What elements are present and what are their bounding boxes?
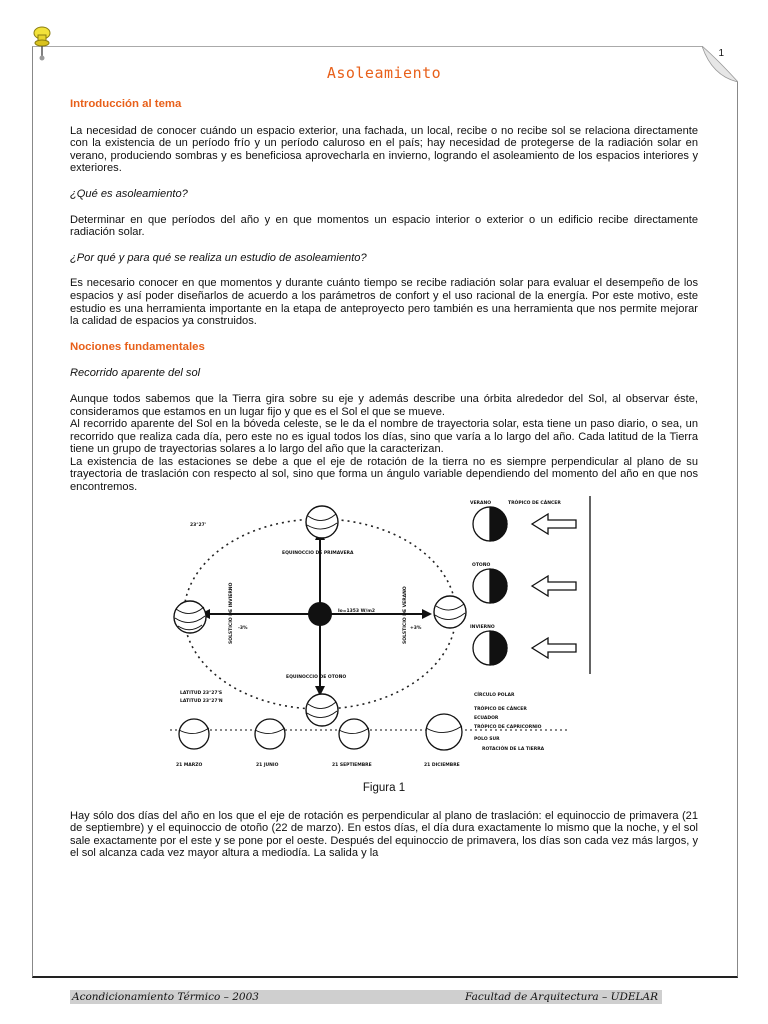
arrow-left-icon	[532, 576, 576, 596]
rotation-label: ROTACIÓN DE LA TIERRA	[482, 746, 545, 752]
globe-septiembre	[339, 719, 369, 749]
verano-label: VERANO	[470, 500, 492, 506]
earth-globe-right	[434, 596, 466, 628]
figure-1	[70, 494, 698, 794]
date-junio-label: 21 JUNIO	[256, 762, 279, 768]
footer-left: Acondicionamiento Térmico – 2003	[72, 991, 259, 1003]
answer-1: Determinar en que períodos del año y en que momentos un espacio interior o exterior o un edificio recibe directamente radiación solar.	[70, 213, 698, 239]
date-marzo-label: 21 MARZO	[176, 762, 203, 768]
nociones-paragraph-1: Aunque todos sabemos que la Tierra gira sobre su eje y además describe una órbita alrededor del Sol, al observar éste, consideramos que estamos en un lugar fijo y que es el Sol el que se mueve.	[70, 392, 698, 418]
spring-equinox-label: EQUINOCCIO DE PRIMAVERA	[282, 550, 354, 556]
pushpin-icon	[28, 24, 56, 64]
circulo-polar-label: CÍRCULO POLAR	[474, 692, 515, 698]
polo-sur-label: POLO SUR	[474, 736, 500, 742]
footer-right: Facultad de Arquitectura – UDELAR	[465, 991, 658, 1003]
globe-invierno	[473, 631, 507, 665]
percent-right-label: +3%	[410, 625, 422, 631]
nociones-paragraph-2: Al recorrido aparente del Sol en la bóveda celeste, se le da el nombre de trayectoria solar, esta tiene un paso diario, o sea, un recorrido que realiza cada día, pero este no es igual todos los días, sino que varía a lo largo del año. Cada latitud de la Tierra tiene un grupo de trayectorias solares a lo largo del año que la caracterizan.	[70, 418, 698, 456]
earth-globe-bottom	[306, 694, 338, 726]
question-1: ¿Qué es asoleamiento?	[70, 187, 188, 200]
latitude-n-label: LATITUD 23°27'N	[180, 698, 223, 704]
seasons-diagram	[70, 494, 698, 784]
date-septiembre-label: 21 SEPTIEMBRE	[332, 762, 372, 768]
answer-2: Es necesario conocer en que momentos y durante cuánto tiempo se recibe radiación solar para evaluar el desempeño de los espacios y así poder diseñarlos de acuerdo a los parámetros de confort y el uso racional de la energía. Por este motivo, este estudio es una herramienta importante en la etapa de anteproyecto pero también es una herramienta que nos permite mejorar la calidad de espacios ya construidos.	[70, 277, 698, 328]
earth-globe-top	[306, 506, 338, 538]
invierno-label: INVIERNO	[470, 624, 495, 630]
document-body	[70, 98, 698, 873]
tropico-label: TRÓPICO DE CÁNCER	[508, 500, 561, 506]
summer-solstice-label: SOLSTICIO DE VERANO	[403, 585, 408, 644]
document-title: Asoleamiento	[326, 64, 442, 82]
angle-label: 23°27'	[190, 522, 207, 528]
question-2: ¿Por qué y para qué se realiza un estudio de asoleamiento?	[70, 251, 367, 264]
tropico-cancer-label: TRÓPICO DE CÁNCER	[474, 706, 527, 712]
subheading-recorrido: Recorrido aparente del sol	[70, 367, 201, 380]
ecuador-label: ECUADOR	[474, 715, 499, 721]
globe-diciembre	[426, 714, 462, 750]
date-diciembre-label: 21 DICIEMBRE	[424, 762, 460, 768]
section-heading-nociones: Nociones fundamentales	[70, 340, 205, 353]
globe-junio	[255, 719, 285, 749]
autumn-equinox-label: EQUINOCCIO DE OTOÑO	[286, 674, 347, 680]
solar-constant-label: Io=1353 W/m2	[338, 608, 376, 614]
latitude-s-label: LATITUD 23°27'S	[180, 690, 223, 696]
page-number: 1	[718, 48, 724, 59]
arrow-left-icon	[532, 514, 576, 534]
after-figure-paragraph: Hay sólo dos días del año en los que el eje de rotación es perpendicular al plano de traslación: el equinoccio de primavera (21 de septiembre) y el equinoccio de otoño (22 de marzo). En estos días, el día dura exactamente lo mismo que la noche, y el sol sale exactamente por el este y se pone por el oeste. Después del equinoccio de primavera, los días son cada vez más largos, y el sol alcanza cada vez mayor altura a mediodía. La salida y la	[70, 809, 698, 860]
nociones-paragraph-3: La existencia de las estaciones se debe a que el eje de rotación de la tierra no es siempre perpendicular al plano de su trayectoria de traslación con respecto al sol, sino que forma un ángulo variable dependiendo del momento del año en que nos encontremos.	[70, 455, 698, 494]
otono-label: OTOÑO	[472, 562, 491, 568]
arrow-left-icon	[532, 638, 576, 658]
percent-left-label: -3%	[238, 625, 248, 631]
sun-icon	[308, 602, 332, 626]
winter-solstice-label: SOLSTICIO DE INVIERNO	[229, 582, 234, 644]
section-heading-intro: Introducción al tema	[70, 98, 182, 110]
earth-globe-left	[174, 601, 206, 633]
page-footer	[70, 990, 662, 1004]
globe-verano	[473, 507, 507, 541]
figure-caption: Figura 1	[362, 781, 406, 794]
globe-marzo	[179, 719, 209, 749]
tropico-capricornio-label: TRÓPICO DE CAPRICORNIO	[474, 724, 542, 730]
intro-paragraph: La necesidad de conocer cuándo un espacio exterior, una fachada, un local, recibe o no recibe sol se relaciona directamente con la existencia de un período frío y un período caluroso en el país; hay necesidad de protegerse de la radiación solar en verano, produciendo sombras y es beneficiosa aprovecharla en invierno, logrando el asoleamiento de los espacios interiores y exteriores.	[70, 124, 698, 175]
globe-otono	[473, 569, 507, 603]
